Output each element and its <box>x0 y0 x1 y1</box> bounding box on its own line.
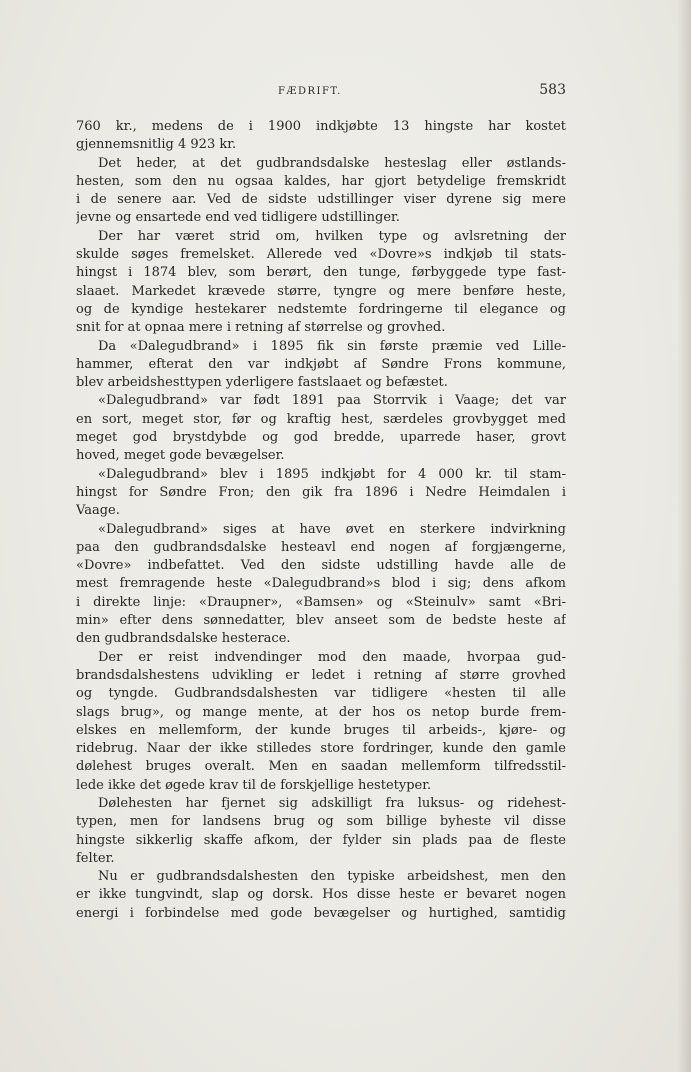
text-line: Der er reist indvendinger mod den maade, hvorpaa gud- <box>98 649 566 665</box>
text-line: gjennemsnitlig 4 923 kr. <box>76 137 237 153</box>
text-line: Vaage. <box>76 503 120 519</box>
text-line: ridebrug. Naar der ikke stilledes store fordringer, kunde den gamle <box>76 741 566 757</box>
text-line: typen, men for landsens brug og som billige byheste vil disse <box>76 814 566 830</box>
text-line: Da «Dalegudbrand» i 1895 fik sin første præmie ved Lille- <box>98 338 566 354</box>
text-line: jevne og ensartede end ved tidligere udstillinger. <box>76 210 400 226</box>
running-title: FÆDRIFT. <box>278 86 342 97</box>
text-line: i de senere aar. Ved de sidste udstillinger viser dyrene sig mere <box>76 192 566 208</box>
text-line: er ikke tungvindt, slap og dorsk. Hos disse heste er bevaret nogen <box>76 887 566 903</box>
text-line: Der har været strid om, hvilken type og avlsretning der <box>98 228 566 244</box>
text-line: «Dovre» indbefattet. Ved den sidste udstilling havde alle de <box>76 558 566 574</box>
text-line: min» efter dens sønnedatter, blev anseet som de bedste heste af <box>76 613 566 629</box>
text-line: elskes en mellemform, der kunde bruges til arbeids-, kjøre- og <box>76 722 566 738</box>
text-line: «Dalegudbrand» blev i 1895 indkjøbt for 4 000 kr. til stam- <box>98 466 566 482</box>
text-line: en sort, meget stor, før og kraftig hest, særdeles grovbygget med <box>76 411 566 427</box>
text-line: skulde søges fremelsket. Allerede ved «Dovre»s indkjøb til stats- <box>76 247 566 263</box>
text-line: slags brug», og mange mente, at der hos os netop burde frem- <box>76 704 566 720</box>
text-line: brandsdalshestens udvikling er ledet i retning af større grovhed <box>76 667 566 683</box>
text-line: paa den gudbrandsdalske hesteavl end nogen af forgjængerne, <box>76 539 566 555</box>
text-line: slaaet. Markedet krævede større, tyngre og mere benføre heste, <box>76 283 566 299</box>
text-line: Nu er gudbrandsdalshesten den typiske arbeidshest, men den <box>98 869 566 885</box>
text-line: hingst for Søndre Fron; den gik fra 1896 i Nedre Heimdalen i <box>76 484 566 500</box>
text-line: snit for at opnaa mere i retning af størrelse og grovhed. <box>76 320 446 336</box>
text-line: meget god brystdybde og god bredde, uparrede haser, grovt <box>76 430 566 446</box>
text-line: og de kyndige hestekarer nedstemte fordringerne til elegance og <box>76 301 566 317</box>
text-line: «Dalegudbrand» var født 1891 paa Storrvik i Vaage; det var <box>98 393 566 409</box>
text-line: hingste sikkerlig skaffe afkom, der fylder sin plads paa de fleste <box>76 832 566 848</box>
text-line: blev arbeidshesttypen yderligere fastslaaet og befæstet. <box>76 375 448 391</box>
text-line: den gudbrandsdalske hesterace. <box>76 631 291 647</box>
page-number: 583 <box>539 82 566 98</box>
text-line: hesten, som den nu ogsaa kaldes, har gjort betydelige fremskridt <box>76 173 566 189</box>
text-line: hammer, efterat den var indkjøbt af Søndre Frons kommune, <box>76 356 566 372</box>
text-line: lede ikke det øgede krav til de forskjellige hestetyper. <box>76 777 432 793</box>
body-text <box>76 118 566 923</box>
text-line: dølehest bruges overalt. Men en saadan mellemform tilfredsstil- <box>76 759 566 775</box>
text-line: energi i forbindelse med gode bevægelser og hurtighed, samtidig <box>76 905 566 921</box>
text-line: mest fremragende heste «Dalegudbrand»s blod i sig; dens afkom <box>76 576 566 592</box>
page-edge-shadow <box>677 0 691 1072</box>
text-line: «Dalegudbrand» siges at have øvet en sterkere indvirkning <box>98 521 566 537</box>
text-line: i direkte linje: «Draupner», «Bamsen» og «Steinulv» samt «Bri- <box>76 594 566 610</box>
text-line: 760 kr., medens de i 1900 indkjøbte 13 hingste har kostet <box>76 119 566 134</box>
text-line: og tyngde. Gudbrandsdalshesten var tidligere «hesten til alle <box>76 686 566 702</box>
running-head <box>78 82 566 102</box>
text-line: felter. <box>76 850 115 866</box>
text-line: Dølehesten har fjernet sig adskilligt fra luksus- og ridehest- <box>98 795 566 811</box>
text-line: Det heder, at det gudbrandsdalske hesteslag eller østlands- <box>98 155 566 171</box>
text-line: hoved, meget gode bevægelser. <box>76 448 285 464</box>
text-line: hingst i 1874 blev, som berørt, den tunge, førbyggede type fast- <box>76 265 566 281</box>
